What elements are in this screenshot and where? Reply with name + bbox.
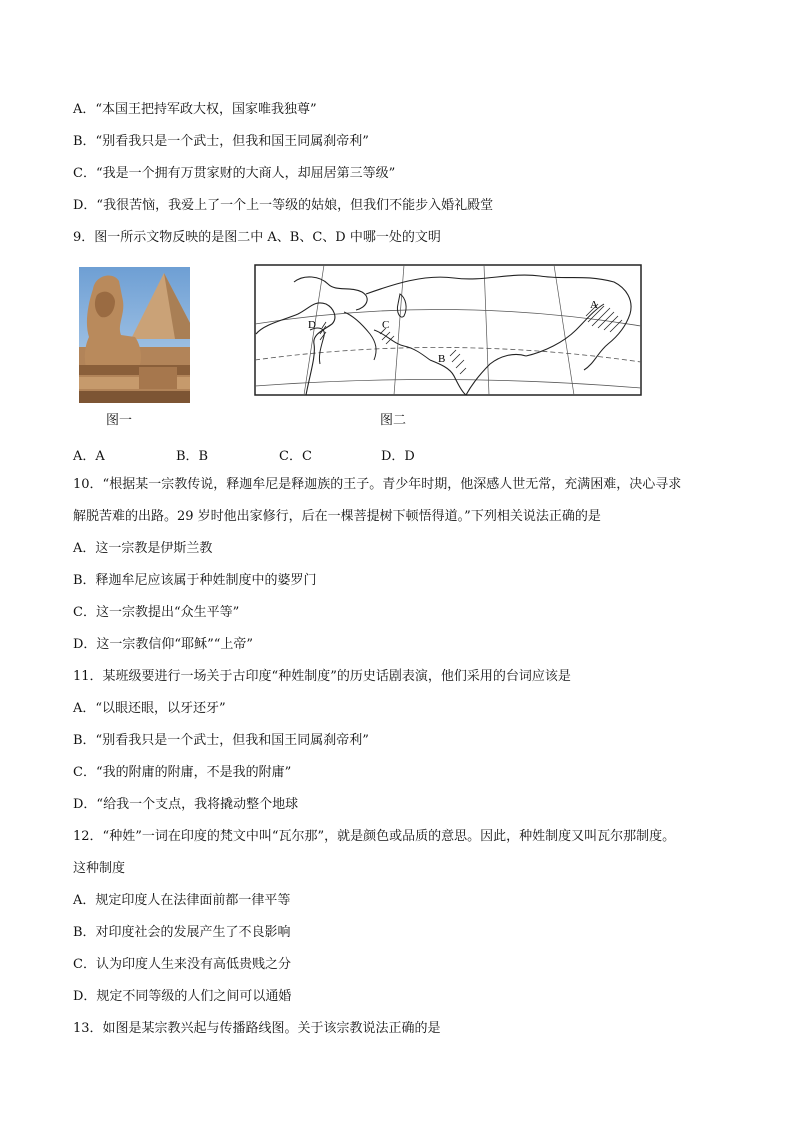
- map-label-d: D: [308, 319, 316, 331]
- q12-option-c: C．认为印度人生来没有高低贵贱之分: [73, 957, 291, 972]
- q10-option-b: B．释迦牟尼应该属于种姓制度中的婆罗门: [73, 573, 317, 588]
- q9-options: [73, 445, 493, 464]
- q10-option-d: D．这一宗教信仰“耶稣”“上帝”: [73, 637, 254, 652]
- figure1-sphinx-photo: [79, 267, 190, 403]
- figure2-caption: 图二: [380, 413, 407, 428]
- q10-option-c: C．这一宗教提出“众生平等”: [73, 605, 240, 620]
- q11-option-a: A．“以眼还眼，以牙还牙”: [73, 701, 226, 716]
- q10-option-a: A．这一宗教是伊斯兰教: [73, 541, 213, 556]
- q8-option-d: D．“我很苦恼，我爱上了一个上一等级的姑娘，但我们不能步入婚礼殿堂: [73, 198, 494, 213]
- map-label-a: A: [590, 299, 598, 311]
- q10-stem-line2: 解脱苦难的出路。29 岁时他出家修行，后在一棵菩提树下顿悟得道。”下列相关说法正确的是: [73, 509, 601, 524]
- q11-option-d: D．“给我一个支点，我将撬动整个地球: [73, 797, 299, 812]
- map-label-c: C: [382, 319, 390, 331]
- q11-stem: 11．某班级要进行一场关于古印度“种姓制度”的历史话剧表演，他们采用的台词应该是: [73, 669, 571, 684]
- q8-option-b: B．“别看我只是一个武士，但我和国王同属刹帝利”: [73, 134, 369, 149]
- q11-option-b: B．“别看我只是一个武士，但我和国王同属刹帝利”: [73, 733, 369, 748]
- q9-stem: 9．图一所示文物反映的是图二中 A、B、C、D 中哪一处的文明: [73, 230, 441, 245]
- q8-option-a: A．“本国王把持军政大权，国家唯我独尊”: [73, 102, 317, 117]
- q12-option-a: A．规定印度人在法律面前都一律平等: [73, 893, 291, 908]
- q12-stem-line1: 12．“种姓”一词在印度的梵文中叫“瓦尔那”，就是颜色或品质的意思。因此，种姓制度又叫瓦尔那制度。: [73, 829, 676, 844]
- map-label-b: B: [438, 353, 446, 365]
- q9-option-c: C．C: [279, 449, 312, 464]
- q12-option-b: B．对印度社会的发展产生了不良影响: [73, 925, 291, 940]
- q8-option-c: C．“我是一个拥有万贯家财的大商人，却屈居第三等级”: [73, 166, 396, 181]
- q9-option-d: D．D: [381, 449, 415, 464]
- q13-stem: 13．如图是某宗教兴起与传播路线图。关于该宗教说法正确的是: [73, 1021, 441, 1036]
- q10-stem-line1: 10．“根据某一宗教传说，释迦牟尼是释迦族的王子。青少年时期，他深感人世无常，充满困难，决心寻求: [73, 477, 682, 492]
- ancient-civilizations-map: [254, 264, 642, 396]
- q9-option-b: B．B: [176, 449, 209, 464]
- q12-option-d: D．规定不同等级的人们之间可以通婚: [73, 989, 292, 1004]
- q9-option-a: A．A: [73, 449, 105, 464]
- figure2-map: [254, 264, 642, 396]
- q12-stem-line2: 这种制度: [73, 861, 126, 876]
- q11-option-c: C．“我的附庸的附庸，不是我的附庸”: [73, 765, 292, 780]
- sphinx-pyramid-image: [79, 267, 190, 403]
- figure1-caption: 图一: [106, 413, 133, 428]
